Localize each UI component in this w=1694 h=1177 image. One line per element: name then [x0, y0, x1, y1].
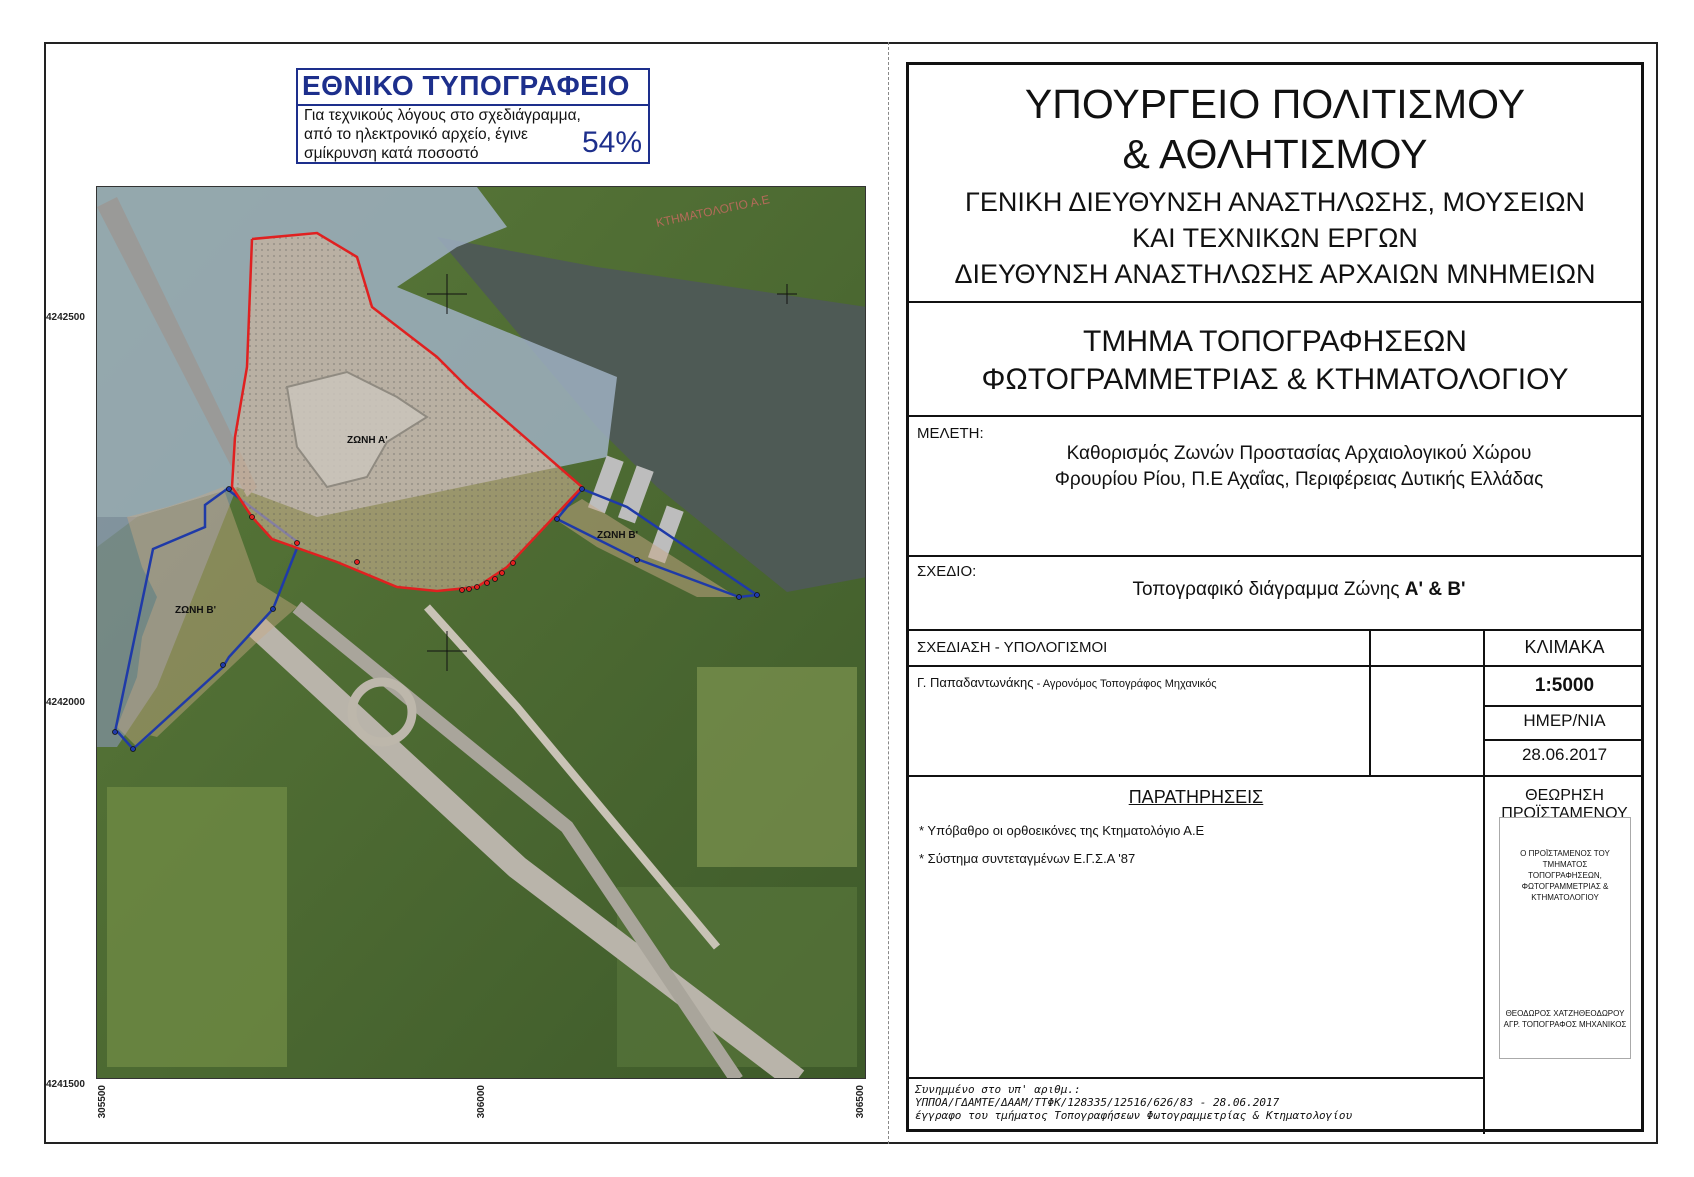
approval-text	[1500, 848, 1630, 903]
divider	[909, 629, 1641, 631]
stamp-line-3: σμίκρυνση κατά ποσοστό	[304, 145, 479, 162]
divider	[909, 415, 1641, 417]
directorate-line-3: ΔΙΕΥΘΥΝΣΗ ΑΝΑΣΤΗΛΩΣΗΣ ΑΡΧΑΙΩΝ ΜΝΗΜΕΙΩΝ	[954, 259, 1596, 289]
date-value: 28.06.2017	[1521, 745, 1608, 764]
study-label: ΜΕΛΕΤΗ:	[917, 425, 984, 442]
directorate-line-1: ΓΕΝΙΚΗ ΔΙΕΥΘΥΝΣΗ ΑΝΑΣΤΗΛΩΣΗΣ, ΜΟΥΣΕΙΩΝ	[964, 187, 1586, 217]
footer	[915, 1083, 1352, 1122]
stamp-title: ΕΘΝΙΚΟ ΤΥΠΟΓΡΑΦΕΙΟ	[302, 70, 630, 101]
designer-name: Γ. Παπαδαντωνάκης	[917, 675, 1034, 690]
fold-line	[888, 42, 890, 1144]
coord-east-3: 306500	[855, 1085, 866, 1119]
coord-east-2: 306000	[476, 1085, 487, 1119]
scale-value: 1:5000	[1534, 675, 1595, 696]
ministry-line-2: & ΑΘΛΗΤΙΣΜΟΥ	[1122, 131, 1428, 177]
divider	[909, 1077, 1483, 1079]
study-line-1: Καθορισμός Ζωνών Προστασίας Αρχαιολογικού Χώρου	[1066, 443, 1532, 464]
designer	[917, 675, 1217, 690]
stamp-percent: 54%	[581, 126, 642, 159]
zone-b-label-right: ΖΩΝΗ Β'	[597, 530, 638, 541]
divider	[1485, 705, 1641, 707]
divider	[909, 775, 1641, 777]
approval-box	[1499, 817, 1631, 1059]
plan-label: ΣΧΕΔΙΟ:	[917, 563, 977, 580]
design-label: ΣΧΕΔΙΑΣΗ - ΥΠΟΛΟΓΙΣΜΟΙ	[917, 639, 1108, 656]
scale-label: ΚΛΙΜΑΚΑ	[1524, 637, 1605, 657]
field-area	[107, 787, 287, 1067]
divider	[909, 665, 1641, 667]
note-2: * Σύστημα συντεταγμένων Ε.Γ.Σ.Α '87	[919, 851, 1136, 866]
directorate-line-2: ΚΑΙ ΤΕΧΝΙΚΩΝ ΕΡΓΩΝ	[1132, 223, 1418, 253]
orthophoto-map	[96, 186, 866, 1079]
plan-title	[969, 579, 1629, 601]
national-printing-stamp	[296, 68, 650, 164]
zone-b-label: ΖΩΝΗ Β'	[175, 605, 216, 616]
signer-name: ΘΕΟΔΩΡΟΣ ΧΑΤΖΗΘΕΟΔΩΡΟΥ	[1505, 1009, 1625, 1018]
plan-zones: Α' & Β'	[1404, 579, 1466, 600]
study-line-2: Φρουρίου Ρίου, Π.Ε Αχαΐας, Περιφέρειας Δυτικής Ελλάδας	[1054, 469, 1544, 490]
footer-line-2: ΥΠΠΟΑ/ΓΔΑΜΤΕ/ΔΑΑΜ/ΤΤΦΚ/128335/12516/626/83 - 28.06.2017	[915, 1096, 1280, 1109]
map-canvas	[97, 187, 866, 1079]
department-line-1: ΤΜΗΜΑ ΤΟΠΟΓΡΑΦΗΣΕΩΝ	[1083, 325, 1467, 358]
signer	[1500, 1008, 1630, 1030]
coord-north-1: 4242500	[46, 312, 85, 323]
field-area	[697, 667, 857, 867]
footer-line-3: έγγραφο του τμήματος Τοπογραφήσεων Φωτογραμμετρίας & Κτηματολογίου	[915, 1109, 1353, 1122]
coord-north-2: 4242000	[46, 697, 85, 708]
divider	[909, 555, 1641, 557]
footer-line-1: Συνημμένο στο υπ' αριθμ.:	[915, 1083, 1081, 1096]
divider	[1485, 739, 1641, 741]
title-block	[906, 62, 1644, 1132]
department-line-2: ΦΩΤΟΓΡΑΜΜΕΤΡΙΑΣ & ΚΤΗΜΑΤΟΛΟΓΙΟΥ	[981, 363, 1569, 396]
divider	[1369, 629, 1371, 775]
zone-a-label: ΖΩΝΗ Α'	[347, 435, 388, 446]
coord-east-1: 305500	[97, 1085, 108, 1119]
stamp-line-1: Για τεχνικούς λόγους στο σχεδιάγραμμα,	[304, 107, 581, 124]
watermark: ΚΤΗΜΑΤΟΛΟΓΙΟ Α.Ε	[654, 192, 771, 230]
notes-title: ΠΑΡΑΤΗΡΗΣΕΙΣ	[1128, 787, 1264, 807]
date-label: ΗΜΕΡ/ΝΙΑ	[1523, 711, 1606, 730]
designer-title: - Αγρονόμος Τοπογράφος Μηχανικός	[1033, 678, 1217, 690]
coord-north-3: 4241500	[46, 1079, 85, 1090]
note-1: * Υπόβαθρο οι ορθοεικόνες της Κτηματολόγιο Α.Ε	[919, 823, 1205, 838]
approval-line-1: Ο ΠΡΟΪΣΤΑΜΕΝΟΣ ΤΟΥ ΤΜΗΜΑΤΟΣ	[1520, 849, 1610, 869]
divider	[909, 301, 1641, 303]
approval-line-3: ΦΩΤΟΓΡΑΜΜΕΤΡΙΑΣ & ΚΤΗΜΑΤΟΛΟΓΙΟΥ	[1521, 882, 1609, 902]
approval-title: ΘΕΩΡΗΣΗ ΠΡΟΪΣΤΑΜΕΝΟΥ	[1501, 787, 1628, 822]
approval-line-2: ΤΟΠΟΓΡΑΦΗΣΕΩΝ,	[1528, 871, 1602, 880]
signer-title: ΑΓΡ. ΤΟΠΟΓΡΑΦΟΣ ΜΗΧΑΝΙΚΟΣ	[1503, 1020, 1627, 1029]
plan-text: Τοπογραφικό διάγραμμα Ζώνης	[1132, 579, 1405, 600]
ministry-line-1: ΥΠΟΥΡΓΕΙΟ ΠΟΛΙΤΙΣΜΟΥ	[1024, 81, 1526, 127]
stamp-line-2: από το ηλεκτρονικό αρχείο, έγινε	[304, 126, 528, 143]
